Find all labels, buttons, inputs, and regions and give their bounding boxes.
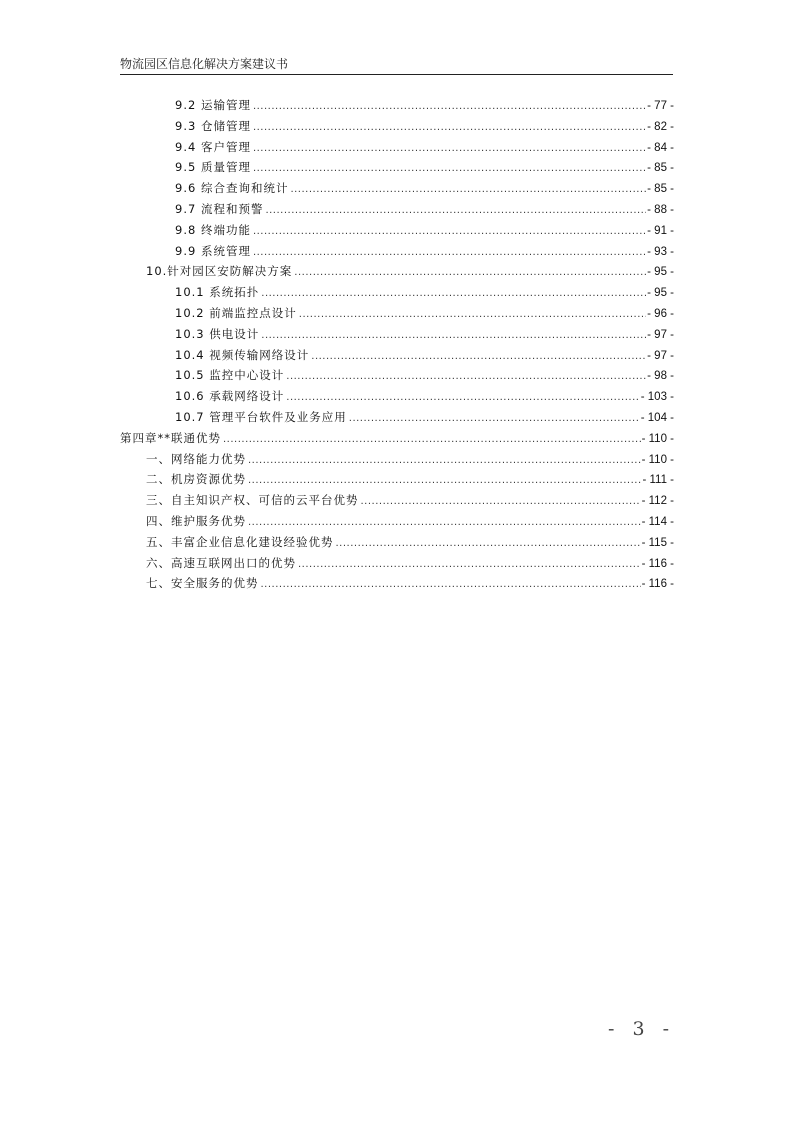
- toc-entry-title: 二、机房资源优势: [146, 469, 248, 489]
- toc-dot-leader: [294, 263, 646, 283]
- toc-entry-page: - 96 -: [647, 308, 674, 320]
- toc-dot-leader: [261, 326, 646, 346]
- toc-entry-page: - 114 -: [641, 516, 674, 528]
- toc-entry-title: 七、安全服务的优势: [146, 573, 261, 593]
- toc-dot-leader: [253, 139, 646, 159]
- toc-entry-page: - 110 -: [641, 432, 674, 445]
- toc-entry[interactable]: [146, 261, 674, 281]
- toc-entry[interactable]: [175, 407, 674, 427]
- page-number: - 3 -: [607, 1018, 675, 1040]
- toc-entry-title: 9.2 运输管理: [175, 95, 253, 115]
- toc-entry-page: - 115 -: [641, 536, 674, 549]
- toc-entry-title: 一、网络能力优势: [146, 449, 248, 469]
- toc-entry-page: - 97 -: [647, 328, 674, 341]
- toc-dot-leader: [261, 575, 641, 595]
- toc-entry[interactable]: [146, 490, 674, 510]
- toc-entry-page: - 111 -: [642, 474, 674, 487]
- toc-entry[interactable]: [146, 532, 674, 552]
- toc-entry-title: 10.5 监控中心设计: [175, 365, 286, 385]
- toc-entry[interactable]: [175, 157, 674, 177]
- toc-entry-title: 10.2 前端监控点设计: [175, 303, 299, 323]
- toc-dot-leader: [253, 97, 646, 117]
- toc-dot-leader: [265, 201, 646, 221]
- toc-entry-title: 六、高速互联网出口的优势: [146, 553, 298, 573]
- toc-entry-title: 五、丰富企业信息化建设经验优势: [146, 532, 336, 552]
- toc-dot-leader: [253, 243, 646, 263]
- toc-entry[interactable]: [146, 553, 674, 573]
- toc-entry[interactable]: [175, 324, 674, 344]
- toc-entry-page: - 95 -: [647, 287, 674, 300]
- toc-entry-page: - 91 -: [647, 224, 674, 237]
- page-header: [120, 56, 673, 75]
- toc-entry-title: 三、自主知识产权、可信的云平台优势: [146, 490, 361, 510]
- toc-entry[interactable]: [175, 282, 674, 302]
- toc-entry-page: - 95 -: [647, 266, 674, 279]
- toc-dot-leader: [223, 430, 641, 450]
- toc-dot-leader: [336, 534, 641, 554]
- toc-dot-leader: [298, 555, 641, 575]
- toc-entry[interactable]: [175, 386, 674, 406]
- toc-entry-title: 10.3 供电设计: [175, 324, 261, 344]
- toc-entry-page: - 103 -: [640, 391, 674, 404]
- toc-dot-leader: [311, 347, 646, 367]
- toc-entry-title: 四、维护服务优势: [146, 511, 248, 531]
- toc-entry-title: 9.7 流程和预警: [175, 199, 265, 219]
- toc-entry-page: - 93 -: [647, 245, 674, 258]
- toc-dot-leader: [261, 284, 646, 304]
- toc-entry[interactable]: [146, 469, 674, 489]
- toc-entry-page: - 110 -: [641, 453, 674, 466]
- toc-entry-page: - 85 -: [647, 183, 674, 196]
- toc-entry[interactable]: [175, 199, 674, 219]
- toc-entry-page: - 88 -: [647, 204, 674, 216]
- toc-entry[interactable]: [175, 345, 674, 365]
- toc-dot-leader: [253, 159, 646, 179]
- toc-entry-page: - 97 -: [647, 349, 674, 362]
- toc-entry-page: - 85 -: [647, 162, 674, 175]
- toc-entry-page: - 77 -: [647, 100, 674, 112]
- toc-entry[interactable]: [120, 428, 674, 448]
- toc-entry[interactable]: [175, 241, 674, 261]
- toc-entry-title: 10.4 视频传输网络设计: [175, 345, 311, 365]
- toc-entry[interactable]: [175, 137, 674, 157]
- toc-entry-title: 第四章**联通优势: [120, 428, 223, 448]
- toc-entry-title: 10.7 管理平台软件及业务应用: [175, 407, 349, 427]
- toc-entry-page: - 116 -: [641, 578, 674, 591]
- toc-entry[interactable]: [146, 573, 674, 593]
- toc-entry-title: 9.5 质量管理: [175, 157, 253, 177]
- toc-entry-title: 9.8 终端功能: [175, 220, 253, 240]
- toc-entry-title: 9.6 综合查询和统计: [175, 178, 290, 198]
- toc-entry[interactable]: [175, 220, 674, 240]
- toc-entry-page: - 104 -: [640, 412, 674, 424]
- toc-entry-title: 9.3 仓储管理: [175, 116, 253, 136]
- toc-entry[interactable]: [175, 303, 674, 323]
- toc-entry[interactable]: [146, 449, 674, 469]
- toc-entry-page: - 112 -: [641, 495, 674, 508]
- toc-dot-leader: [361, 492, 641, 512]
- toc-entry[interactable]: [175, 178, 674, 198]
- toc-entry-title: 9.4 客户管理: [175, 137, 253, 157]
- toc-dot-leader: [248, 513, 641, 533]
- toc-entry-title: 10.1 系统拓扑: [175, 282, 261, 302]
- toc-entry-title: 10.6 承载网络设计: [175, 386, 286, 406]
- toc-dot-leader: [349, 409, 640, 429]
- toc-entry-page: - 84 -: [647, 141, 674, 154]
- toc-dot-leader: [299, 305, 646, 325]
- toc-entry-title: 10.针对园区安防解决方案: [146, 261, 294, 281]
- toc-entry[interactable]: [175, 95, 674, 115]
- toc-entry[interactable]: [175, 365, 674, 385]
- toc-entry-page: - 116 -: [641, 557, 674, 570]
- toc-entry-page: - 82 -: [647, 120, 674, 133]
- toc-dot-leader: [290, 180, 646, 200]
- toc-dot-leader: [248, 471, 641, 491]
- toc-dot-leader: [253, 118, 646, 138]
- toc-dot-leader: [248, 451, 641, 471]
- toc-entry-page: - 98 -: [647, 370, 674, 383]
- toc-dot-leader: [253, 222, 646, 242]
- toc-entry[interactable]: [146, 511, 674, 531]
- toc-dot-leader: [286, 367, 646, 387]
- toc-entry-title: 9.9 系统管理: [175, 241, 253, 261]
- document-title: 物流园区信息化解决方案建议书: [120, 57, 289, 71]
- toc-dot-leader: [286, 388, 639, 408]
- toc-entry[interactable]: [175, 116, 674, 136]
